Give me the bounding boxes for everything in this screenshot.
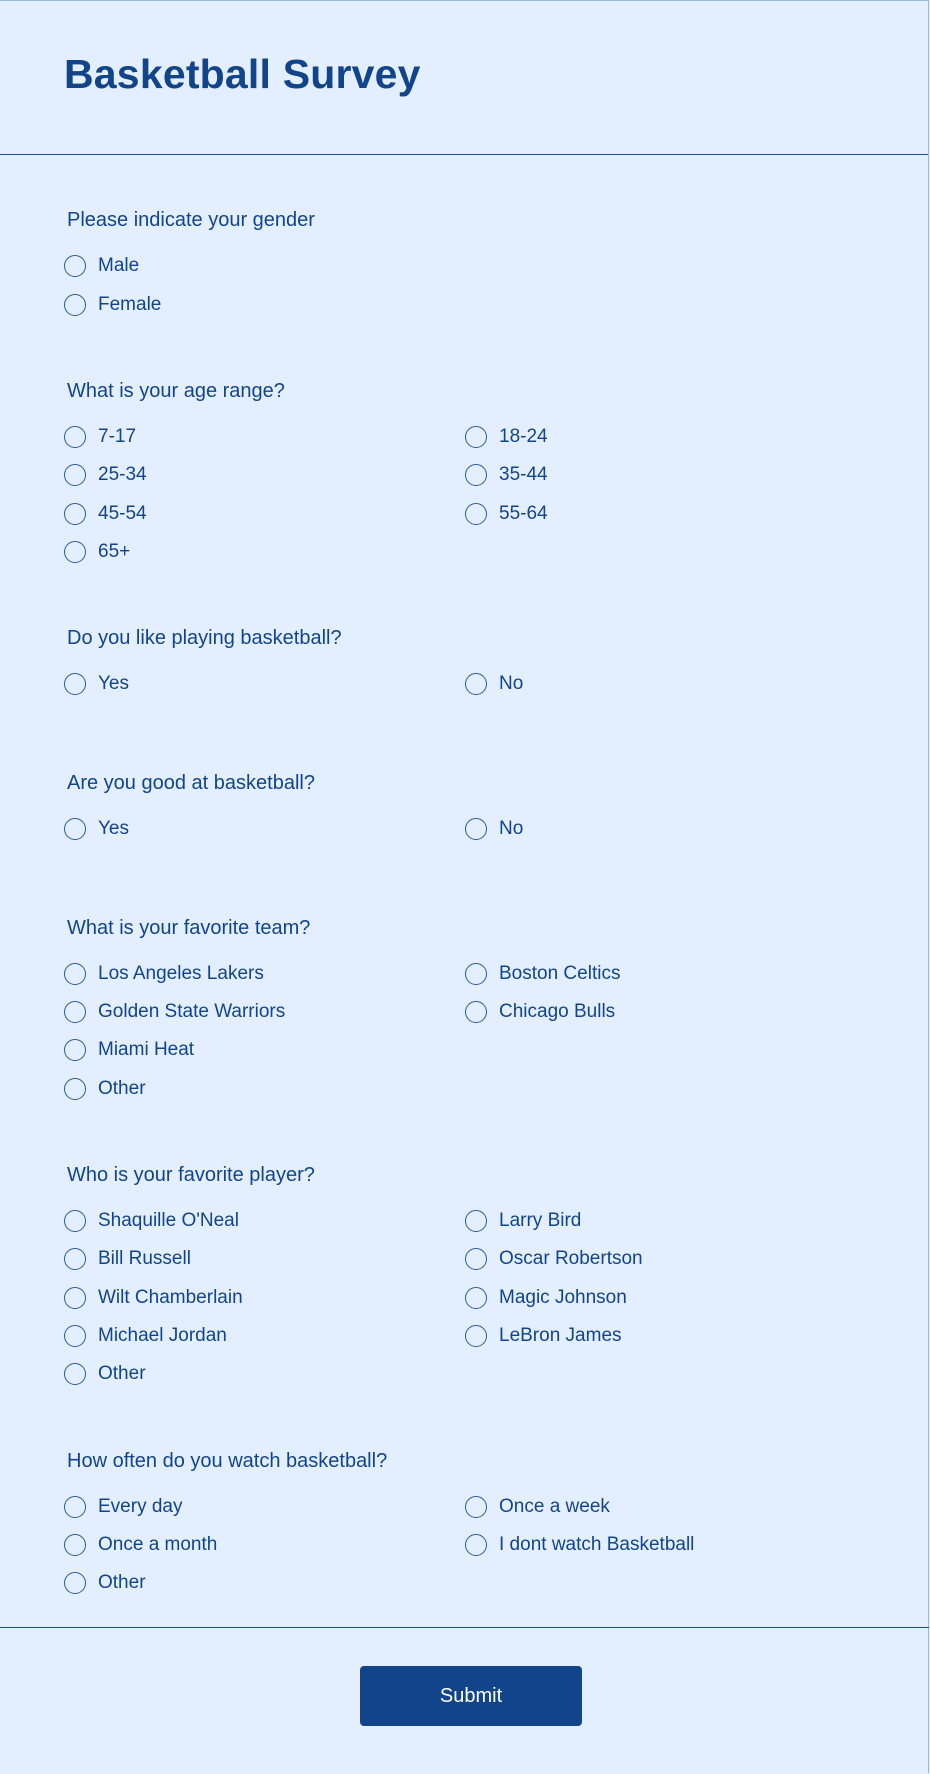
option-label: Magic Johnson [499, 1287, 627, 1308]
radio-circle-icon[interactable] [64, 1325, 86, 1347]
option-label: Oscar Robertson [499, 1248, 643, 1269]
option-player-wilt-chamberlain[interactable] [64, 1285, 243, 1311]
option-label: I dont watch Basketball [499, 1534, 695, 1555]
radio-circle-icon[interactable] [64, 1287, 86, 1309]
option-player-shaquille-oneal[interactable] [64, 1208, 239, 1234]
form-footer [0, 1627, 929, 1774]
question-label: Please indicate your gender [67, 209, 315, 231]
radio-circle-icon[interactable] [465, 1287, 487, 1309]
radio-circle-icon[interactable] [465, 426, 487, 448]
radio-circle-icon[interactable] [465, 818, 487, 840]
option-once-a-month[interactable] [64, 1532, 217, 1558]
option-label: Bill Russell [98, 1248, 191, 1269]
radio-circle-icon[interactable] [465, 1248, 487, 1270]
option-label: Michael Jordan [98, 1325, 227, 1346]
question-label: How often do you watch basketball? [67, 1450, 388, 1472]
option-player-larry-bird[interactable] [465, 1208, 581, 1234]
option-label: Other [98, 1363, 146, 1384]
radio-circle-icon[interactable] [64, 541, 86, 563]
option-once-a-week[interactable] [465, 1494, 610, 1520]
option-label: Yes [98, 818, 129, 839]
radio-circle-icon[interactable] [64, 1078, 86, 1100]
radio-circle-icon[interactable] [465, 503, 487, 525]
option-label: Miami Heat [98, 1039, 195, 1060]
option-age-65-plus[interactable] [64, 539, 130, 565]
option-player-michael-jordan[interactable] [64, 1323, 227, 1349]
radio-circle-icon[interactable] [64, 464, 86, 486]
radio-circle-icon[interactable] [64, 294, 86, 316]
radio-circle-icon[interactable] [64, 426, 86, 448]
option-label: Male [98, 255, 140, 276]
option-label: Once a month [98, 1534, 218, 1555]
radio-circle-icon[interactable] [64, 255, 86, 277]
option-label: 45-54 [98, 503, 147, 524]
option-team-warriors[interactable] [64, 999, 285, 1025]
option-player-magic-johnson[interactable] [465, 1285, 627, 1311]
radio-circle-icon[interactable] [465, 1210, 487, 1232]
option-every-day[interactable] [64, 1494, 182, 1520]
option-label: No [499, 673, 524, 694]
radio-circle-icon[interactable] [64, 1572, 86, 1594]
option-age-7-17[interactable] [64, 424, 136, 450]
radio-circle-icon[interactable] [64, 1039, 86, 1061]
option-label: Yes [98, 673, 129, 694]
question-label: Who is your favorite player? [67, 1164, 315, 1186]
question-label: Do you like playing basketball? [67, 627, 342, 649]
question-label: Are you good at basketball? [67, 772, 315, 794]
option-yes[interactable] [64, 816, 129, 842]
option-label: Once a week [499, 1496, 610, 1517]
radio-circle-icon[interactable] [465, 1001, 487, 1023]
option-player-other[interactable] [64, 1361, 146, 1387]
option-age-25-34[interactable] [64, 462, 147, 488]
option-label: Other [98, 1572, 146, 1593]
option-age-18-24[interactable] [465, 424, 548, 450]
question-label: What is your age range? [67, 380, 285, 402]
option-player-oscar-robertson[interactable] [465, 1246, 643, 1272]
option-label: 25-34 [98, 464, 147, 485]
radio-circle-icon[interactable] [64, 673, 86, 695]
radio-circle-icon[interactable] [64, 818, 86, 840]
option-age-45-54[interactable] [64, 501, 147, 527]
option-age-35-44[interactable] [465, 462, 548, 488]
radio-circle-icon[interactable] [64, 963, 86, 985]
submit-button[interactable]: Submit [360, 1666, 582, 1726]
option-team-bulls[interactable] [465, 999, 615, 1025]
option-watch-other[interactable] [64, 1570, 146, 1596]
form-header [0, 1, 928, 155]
radio-circle-icon[interactable] [64, 1363, 86, 1385]
option-male[interactable] [64, 253, 139, 279]
question-label: What is your favorite team? [67, 917, 311, 939]
option-label: No [499, 818, 524, 839]
page-title: Basketball Survey [64, 51, 421, 97]
option-label: Other [98, 1078, 146, 1099]
option-no[interactable] [465, 816, 523, 842]
radio-circle-icon[interactable] [465, 1325, 487, 1347]
option-label: Every day [98, 1496, 183, 1517]
option-female[interactable] [64, 292, 161, 318]
option-label: 35-44 [499, 464, 548, 485]
option-label: Wilt Chamberlain [98, 1287, 243, 1308]
radio-circle-icon[interactable] [64, 1248, 86, 1270]
option-team-heat[interactable] [64, 1037, 194, 1063]
option-label: Chicago Bulls [499, 1001, 616, 1022]
radio-circle-icon[interactable] [465, 673, 487, 695]
option-age-55-64[interactable] [465, 501, 548, 527]
option-label: 7-17 [98, 426, 137, 447]
option-team-lakers[interactable] [64, 961, 264, 987]
radio-circle-icon[interactable] [64, 1001, 86, 1023]
option-label: LeBron James [499, 1325, 622, 1346]
radio-circle-icon[interactable] [64, 1496, 86, 1518]
option-label: Female [98, 294, 162, 315]
option-player-lebron-james[interactable] [465, 1323, 622, 1349]
radio-circle-icon[interactable] [64, 503, 86, 525]
option-no[interactable] [465, 671, 523, 697]
option-label: Larry Bird [499, 1210, 582, 1231]
radio-circle-icon[interactable] [465, 1534, 487, 1556]
option-dont-watch[interactable] [465, 1532, 694, 1558]
radio-circle-icon[interactable] [465, 1496, 487, 1518]
radio-circle-icon[interactable] [64, 1534, 86, 1556]
option-team-celtics[interactable] [465, 961, 620, 987]
option-label: Golden State Warriors [98, 1001, 286, 1022]
option-label: 55-64 [499, 503, 548, 524]
option-label: Shaquille O'Neal [98, 1210, 239, 1231]
option-yes[interactable] [64, 671, 129, 697]
option-team-other[interactable] [64, 1076, 146, 1102]
radio-circle-icon[interactable] [465, 963, 487, 985]
option-player-bill-russell[interactable] [64, 1246, 191, 1272]
radio-circle-icon[interactable] [465, 464, 487, 486]
option-label: 65+ [98, 541, 131, 562]
option-label: Los Angeles Lakers [98, 963, 264, 984]
option-label: Boston Celtics [499, 963, 621, 984]
radio-circle-icon[interactable] [64, 1210, 86, 1232]
option-label: 18-24 [499, 426, 548, 447]
